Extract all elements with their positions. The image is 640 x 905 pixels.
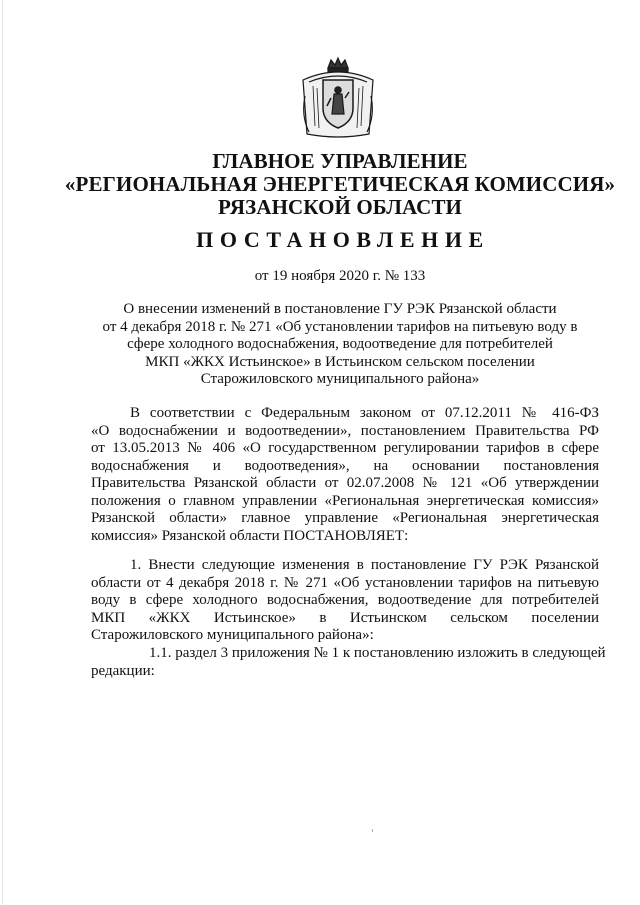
paragraph-line: «О водоснабжении и водоотведении», постановлением Правительства РФ <box>91 422 599 439</box>
org-title-line-1: ГЛАВНОЕ УПРАВЛЕНИЕ <box>212 149 468 173</box>
document-type-heading: ПОСТАНОВЛЕНИЕ <box>196 227 490 252</box>
paragraph-line: МКП «ЖКХ Истьинское» в Истьинском сельском поселении <box>91 609 599 626</box>
item-1-paragraph <box>91 557 599 645</box>
item-1-1-paragraph <box>91 645 606 680</box>
paragraph-line: комиссия» Рязанской области ПОСТАНОВЛЯЕТ: <box>91 527 409 544</box>
org-title-line-2: «РЕГИОНАЛЬНАЯ ЭНЕРГЕТИЧЕСКАЯ КОМИССИЯ» <box>64 172 616 196</box>
preamble-paragraph <box>91 405 599 545</box>
paragraph-line: водоснабжения и водоотведения», на основании постановления <box>91 457 599 474</box>
paragraph-line: В соответствии с Федеральным законом от 07.12.2011 № 416-ФЗ <box>130 405 599 421</box>
paragraph-line: 1.1. раздел 3 приложения № 1 к постановлению изложить в следующей <box>149 645 606 661</box>
paragraph-line: от 13.05.2013 № 406 «О государственном регулировании тарифов в сфере <box>91 440 599 456</box>
subject-line: от 4 декабря 2018 г. № 271 «Об установлении тарифов на питьевую воду в <box>102 318 578 335</box>
paragraph-line: области от 4 декабря 2018 г. № 271 «Об установлении тарифов на питьевую <box>91 574 599 591</box>
paragraph-line: воду в сфере холодного водоснабжения, водоотведение для потребителей <box>91 592 599 608</box>
scan-edge <box>2 0 3 905</box>
document-date-number: от 19 ноября 2020 г. № 133 <box>254 268 426 284</box>
paragraph-line: Правительства Рязанской области от 02.07.2008 № 121 «Об утверждении <box>91 475 599 491</box>
paragraph-line: 1. Внести следующие изменения в постановление ГУ РЭК Рязанской <box>130 557 599 573</box>
paragraph-line: положения о главном управлении «Региональная энергетическая комиссия» <box>91 492 599 509</box>
org-title-line-3: РЯЗАНСКОЙ ОБЛАСТИ <box>218 195 462 219</box>
subject-line: МКП «ЖКХ Истьинское» в Истьинском сельском поселении <box>145 353 535 370</box>
paragraph-line: Старожиловского муниципального района»: <box>91 627 374 643</box>
scan-speck <box>372 829 373 832</box>
coat-of-arms-icon <box>295 56 381 142</box>
paragraph-line: Рязанской области» главное управление «Региональная энергетическая <box>91 510 599 526</box>
subject-line: О внесении изменений в постановление ГУ РЭК Рязанской области <box>123 301 557 317</box>
subject-line: сфере холодного водоснабжения, водоотведение для потребителей <box>127 336 553 352</box>
document-subject <box>100 301 580 389</box>
subject-line: Старожиловского муниципального района» <box>200 371 480 387</box>
paragraph-line: редакции: <box>91 662 155 679</box>
